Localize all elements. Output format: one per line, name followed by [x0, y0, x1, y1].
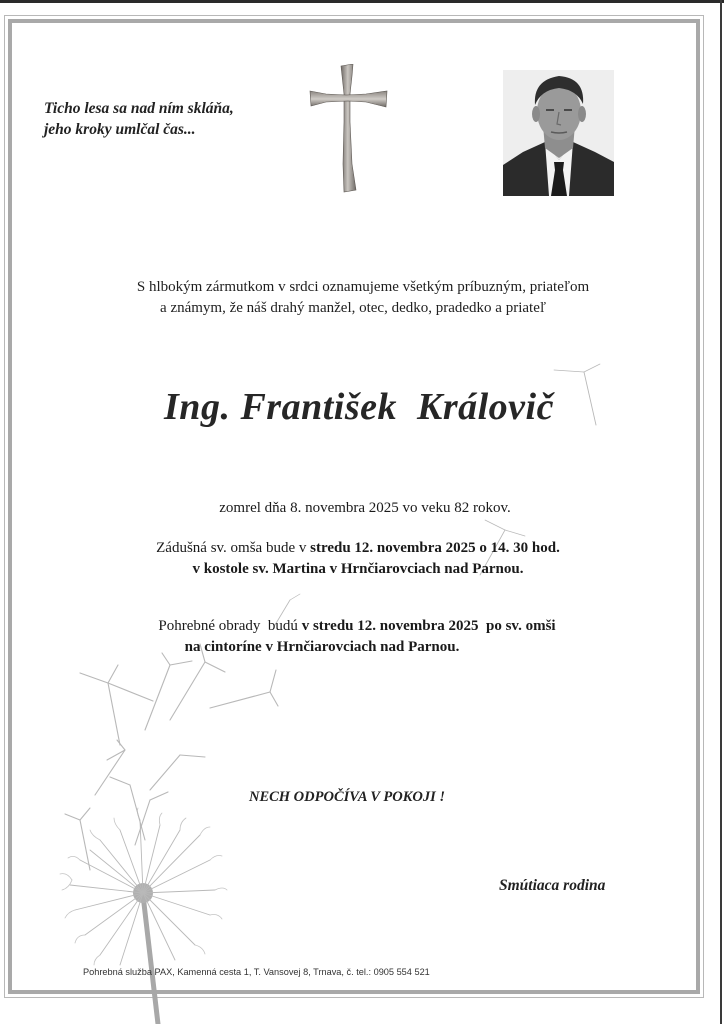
mass-datetime: stredu 12. novembra 2025 o 14. 30 hod.	[310, 540, 560, 556]
funeral-mass-info	[0, 538, 724, 580]
burial-info	[0, 616, 724, 658]
deceased-photo	[503, 70, 614, 196]
funeral-service-footer: Pohrebná služba PAX, Kamenná cesta 1, T. Vansovej 8, Trnava, č. tel.: 0905 554 521	[83, 967, 430, 977]
memorial-motto	[44, 98, 234, 140]
burial-location: na cintoríne v Hrnčiarovciach nad Parnou.	[184, 639, 460, 655]
motto-line-2: jeho kroky umlčal čas...	[44, 121, 196, 138]
mass-prefix: Zádušná sv. omša bude v	[156, 540, 311, 556]
death-statement: zomrel dňa 8. novembra 2025 vo veku 82 rokov.	[219, 500, 511, 516]
cross-icon	[308, 64, 390, 194]
burial-datetime: v stredu 12. novembra 2025 po sv. omši	[301, 618, 556, 634]
deceased-name: Ing. František Královič	[164, 386, 554, 428]
portrait-image	[503, 70, 614, 196]
signature-family: Smútiaca rodina	[499, 877, 606, 894]
intro-line-2: a známym, že náš drahý manžel, otec, dedko, pradedko a priateľ	[160, 300, 546, 316]
mass-location: v kostole sv. Martina v Hrnčiarovciach nad Parnou.	[192, 561, 524, 577]
scan-edge-top	[0, 0, 724, 3]
rest-in-peace: NECH ODPOČÍVA V POKOJI !	[248, 789, 446, 805]
motto-line-1: Ticho lesa sa nad ním skláňa,	[44, 100, 234, 117]
announcement-intro	[0, 277, 724, 319]
intro-line-1: S hlbokým zármutkom v srdci oznamujeme všetkým príbuzným, priateľom	[136, 279, 590, 295]
burial-prefix: Pohrebné obrady budú	[158, 618, 302, 634]
